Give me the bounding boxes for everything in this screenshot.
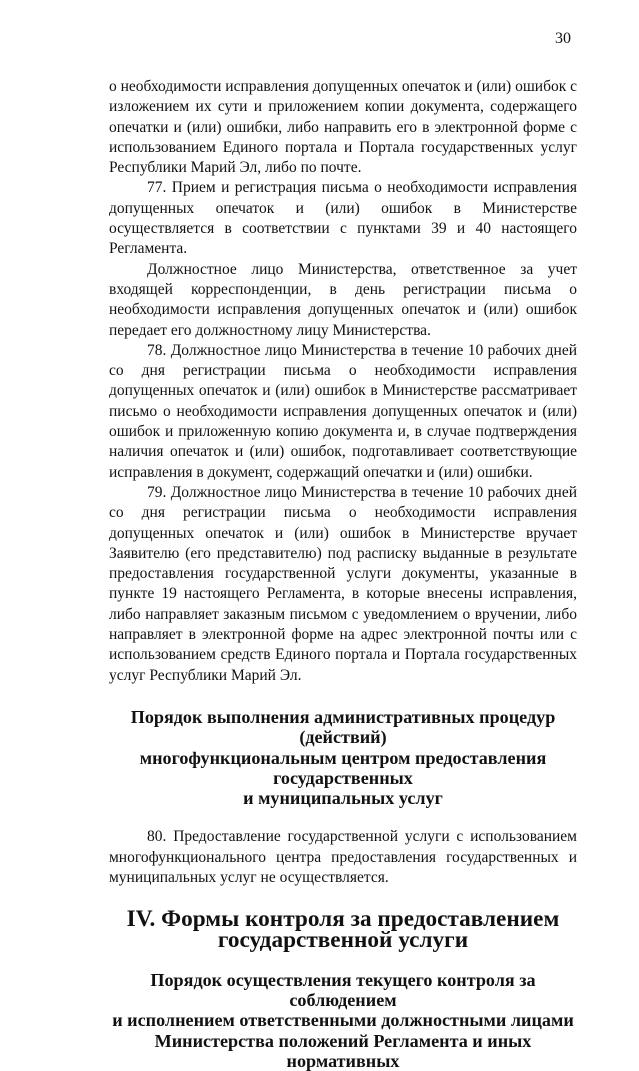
section-heading-line: многофункциональным центром предоставления государственных	[139, 747, 547, 788]
paragraph-78: 78. Должностное лицо Министерства в течение 10 рабочих дней со дня регистрации письма о необходимости исправления допущенных опечаток и (или) ошибок в Министерстве рассматривает письмо о необходимости исправления допущенных опечаток и (или) ошибок и приложенную копию документа и, в случае подтверждения наличия опечаток и (или) ошибок, подготавливает соответствующие исправления в документ, содержащий опечатки и (или) ошибки.	[109, 341, 577, 481]
chapter-heading-iv: IV. Формы контроля за предоставлением государственной услуги	[126, 906, 560, 953]
page-number: 30	[555, 30, 571, 47]
paragraph-continuation: о необходимости исправления допущенных опечаток и (или) ошибок с изложением их сути и приложением копии документа, содержащего опечатки и (или) ошибки, либо направить его в электронной форме с использованием Единого портала и Портала государственных услуг Республики Марий Эл, либо по почте.	[109, 78, 577, 177]
section-heading-mfc	[109, 707, 577, 808]
paragraph-79: 79. Должностное лицо Министерства в течение 10 рабочих дней со дня регистрации письма о необходимости исправления допущенных опечаток и (или) ошибок в Министерстве вручает Заявителю (его представителю) под расписку выданные в результате предоставления государственной услуги документы, указанные в пункте 19 настоящего Регламента, в которые внесены исправления, либо направляет заказным письмом с уведомлением о вручении, либо направляет в электронной форме на адрес электронной почты или с использованием средств Единого портала и Портала государственных услуг Республики Марий Эл.	[109, 483, 577, 684]
subsection-heading-line: Порядок осуществления текущего контроля за соблюдением	[150, 969, 536, 1011]
subsection-heading-line: Министерства положений Регламента и иных нормативных	[154, 1030, 532, 1071]
page-content	[109, 77, 577, 1071]
subsection-heading-line: и исполнением ответственными должностными лицами	[112, 1010, 574, 1031]
section-heading-line: и муниципальных услуг	[243, 788, 443, 809]
paragraph-80: 80. Предоставление государственной услуги с использованием многофункционального центра предоставления государственных и муниципальных услуг не осуществляется.	[109, 828, 577, 886]
section-heading-line: Порядок выполнения административных процедур (действий)	[130, 706, 556, 748]
paragraph-77: 77. Прием и регистрация письма о необходимости исправления допущенных опечаток и (или) ошибок в Министерстве осуществляется в соответствии с пунктами 39 и 40 настоящего Регламента.	[109, 179, 577, 258]
subsection-heading-current-control	[109, 970, 577, 1071]
paragraph-officer-handover: Должностное лицо Министерства, ответственное за учет входящей корреспонденции, в день регистрации письма о необходимости исправления допущенных опечаток и (или) ошибок передает его должностному лицу Министерства.	[109, 260, 577, 339]
